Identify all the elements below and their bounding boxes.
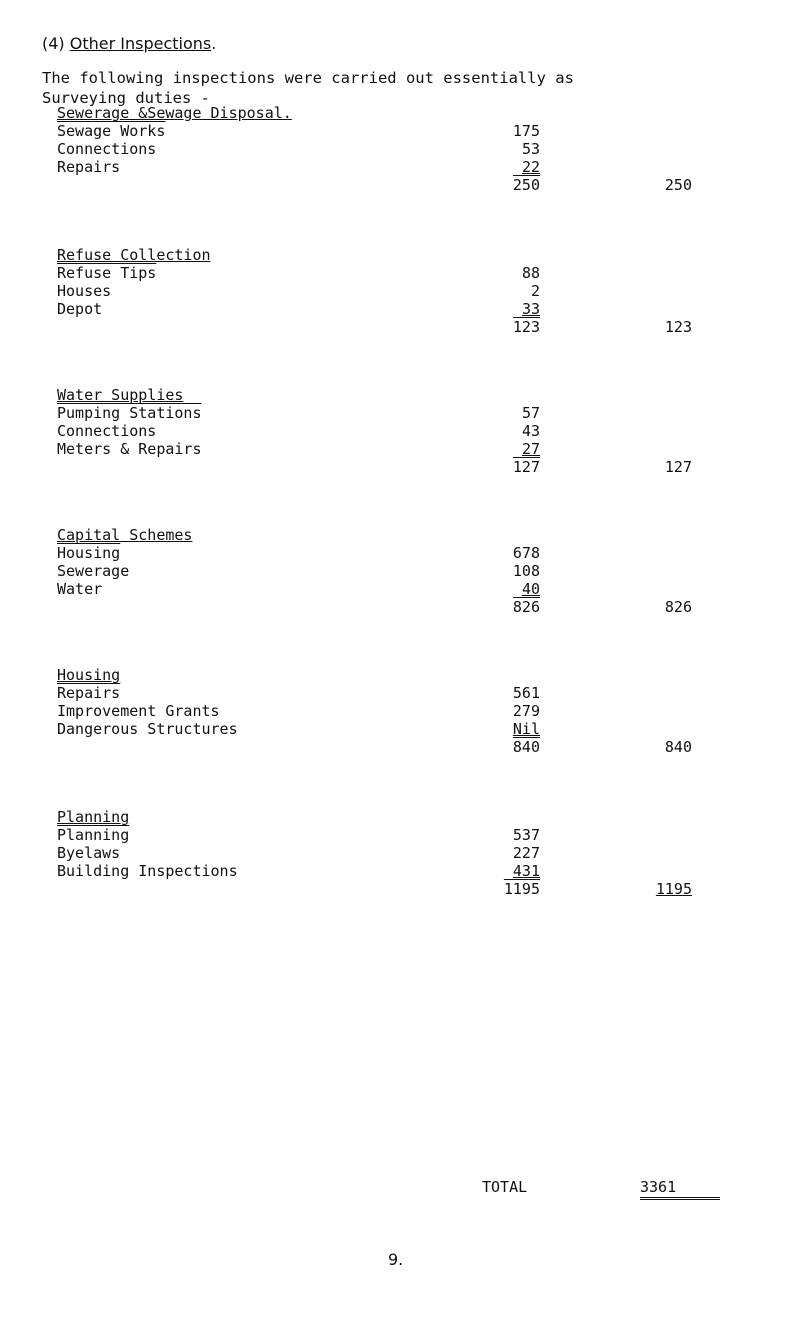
item-value: Nil xyxy=(512,720,540,738)
grand-total-label: TOTAL xyxy=(482,1178,528,1196)
item-value: 27 xyxy=(521,440,540,458)
item-value: 33 xyxy=(521,300,540,318)
item-label: Depot xyxy=(57,300,103,318)
intro-paragraph: The following inspections were carried out essentially as Surveying duties - xyxy=(42,69,574,107)
item-label: Planning xyxy=(57,826,130,844)
section-subtotal: 123 xyxy=(512,318,540,336)
grand-total-value: 3361 xyxy=(640,1178,720,1200)
section-title: Capital Schemes xyxy=(57,526,193,544)
heading-number: (4) xyxy=(42,34,65,53)
item-value: 22 xyxy=(521,158,540,176)
section-title: Housing xyxy=(57,666,121,684)
item-label: Connections xyxy=(57,422,157,440)
section-title: Refuse Collection xyxy=(57,246,211,264)
item-value: 43 xyxy=(521,422,540,440)
item-value: 53 xyxy=(521,140,540,158)
item-label: Repairs xyxy=(57,684,121,702)
item-label: Improvement Grants xyxy=(57,702,220,720)
item-value: 88 xyxy=(521,264,540,282)
section-total: 250 xyxy=(664,176,692,194)
section-subtotal: 1195 xyxy=(503,880,540,898)
item-label: Repairs xyxy=(57,158,121,176)
item-label: Dangerous Structures xyxy=(57,720,238,738)
section-title: Water Supplies xyxy=(57,386,184,404)
item-label: Meters & Repairs xyxy=(57,440,202,458)
item-label: Water xyxy=(57,580,103,598)
section-total: 826 xyxy=(664,598,692,616)
item-value: 57 xyxy=(521,404,540,422)
item-value: 561 xyxy=(512,684,540,702)
section-title: Planning xyxy=(57,808,130,826)
item-label: Connections xyxy=(57,140,157,158)
item-label: Houses xyxy=(57,282,112,300)
section-subtotal: 840 xyxy=(512,738,540,756)
item-label: Refuse Tips xyxy=(57,264,157,282)
section-subtotal: 826 xyxy=(512,598,540,616)
item-value: 175 xyxy=(512,122,540,140)
page-number: 9. xyxy=(388,1250,404,1269)
item-label: Building Inspections xyxy=(57,862,238,880)
item-value: 537 xyxy=(512,826,540,844)
section-total: 127 xyxy=(664,458,692,476)
section-subtotal: 127 xyxy=(512,458,540,476)
item-value: 108 xyxy=(512,562,540,580)
item-value: 40 xyxy=(521,580,540,598)
heading-title: Other Inspections xyxy=(69,34,212,53)
section-subtotal: 250 xyxy=(512,176,540,194)
item-value: 227 xyxy=(512,844,540,862)
item-value: 431 xyxy=(512,862,540,880)
item-label: Byelaws xyxy=(57,844,121,862)
item-value: 279 xyxy=(512,702,540,720)
item-label: Sewage Works xyxy=(57,122,166,140)
section-total: 840 xyxy=(664,738,692,756)
section-total: 1195 xyxy=(655,880,692,898)
heading-suffix: . xyxy=(211,34,217,53)
section-title: Sewerage &Sewage Disposal. xyxy=(57,104,292,122)
item-label: Sewerage xyxy=(57,562,130,580)
item-value: 678 xyxy=(512,544,540,562)
section-heading xyxy=(42,34,216,53)
item-label: Pumping Stations xyxy=(57,404,202,422)
section-total: 123 xyxy=(664,318,692,336)
item-value: 2 xyxy=(530,282,540,300)
item-label: Housing xyxy=(57,544,121,562)
